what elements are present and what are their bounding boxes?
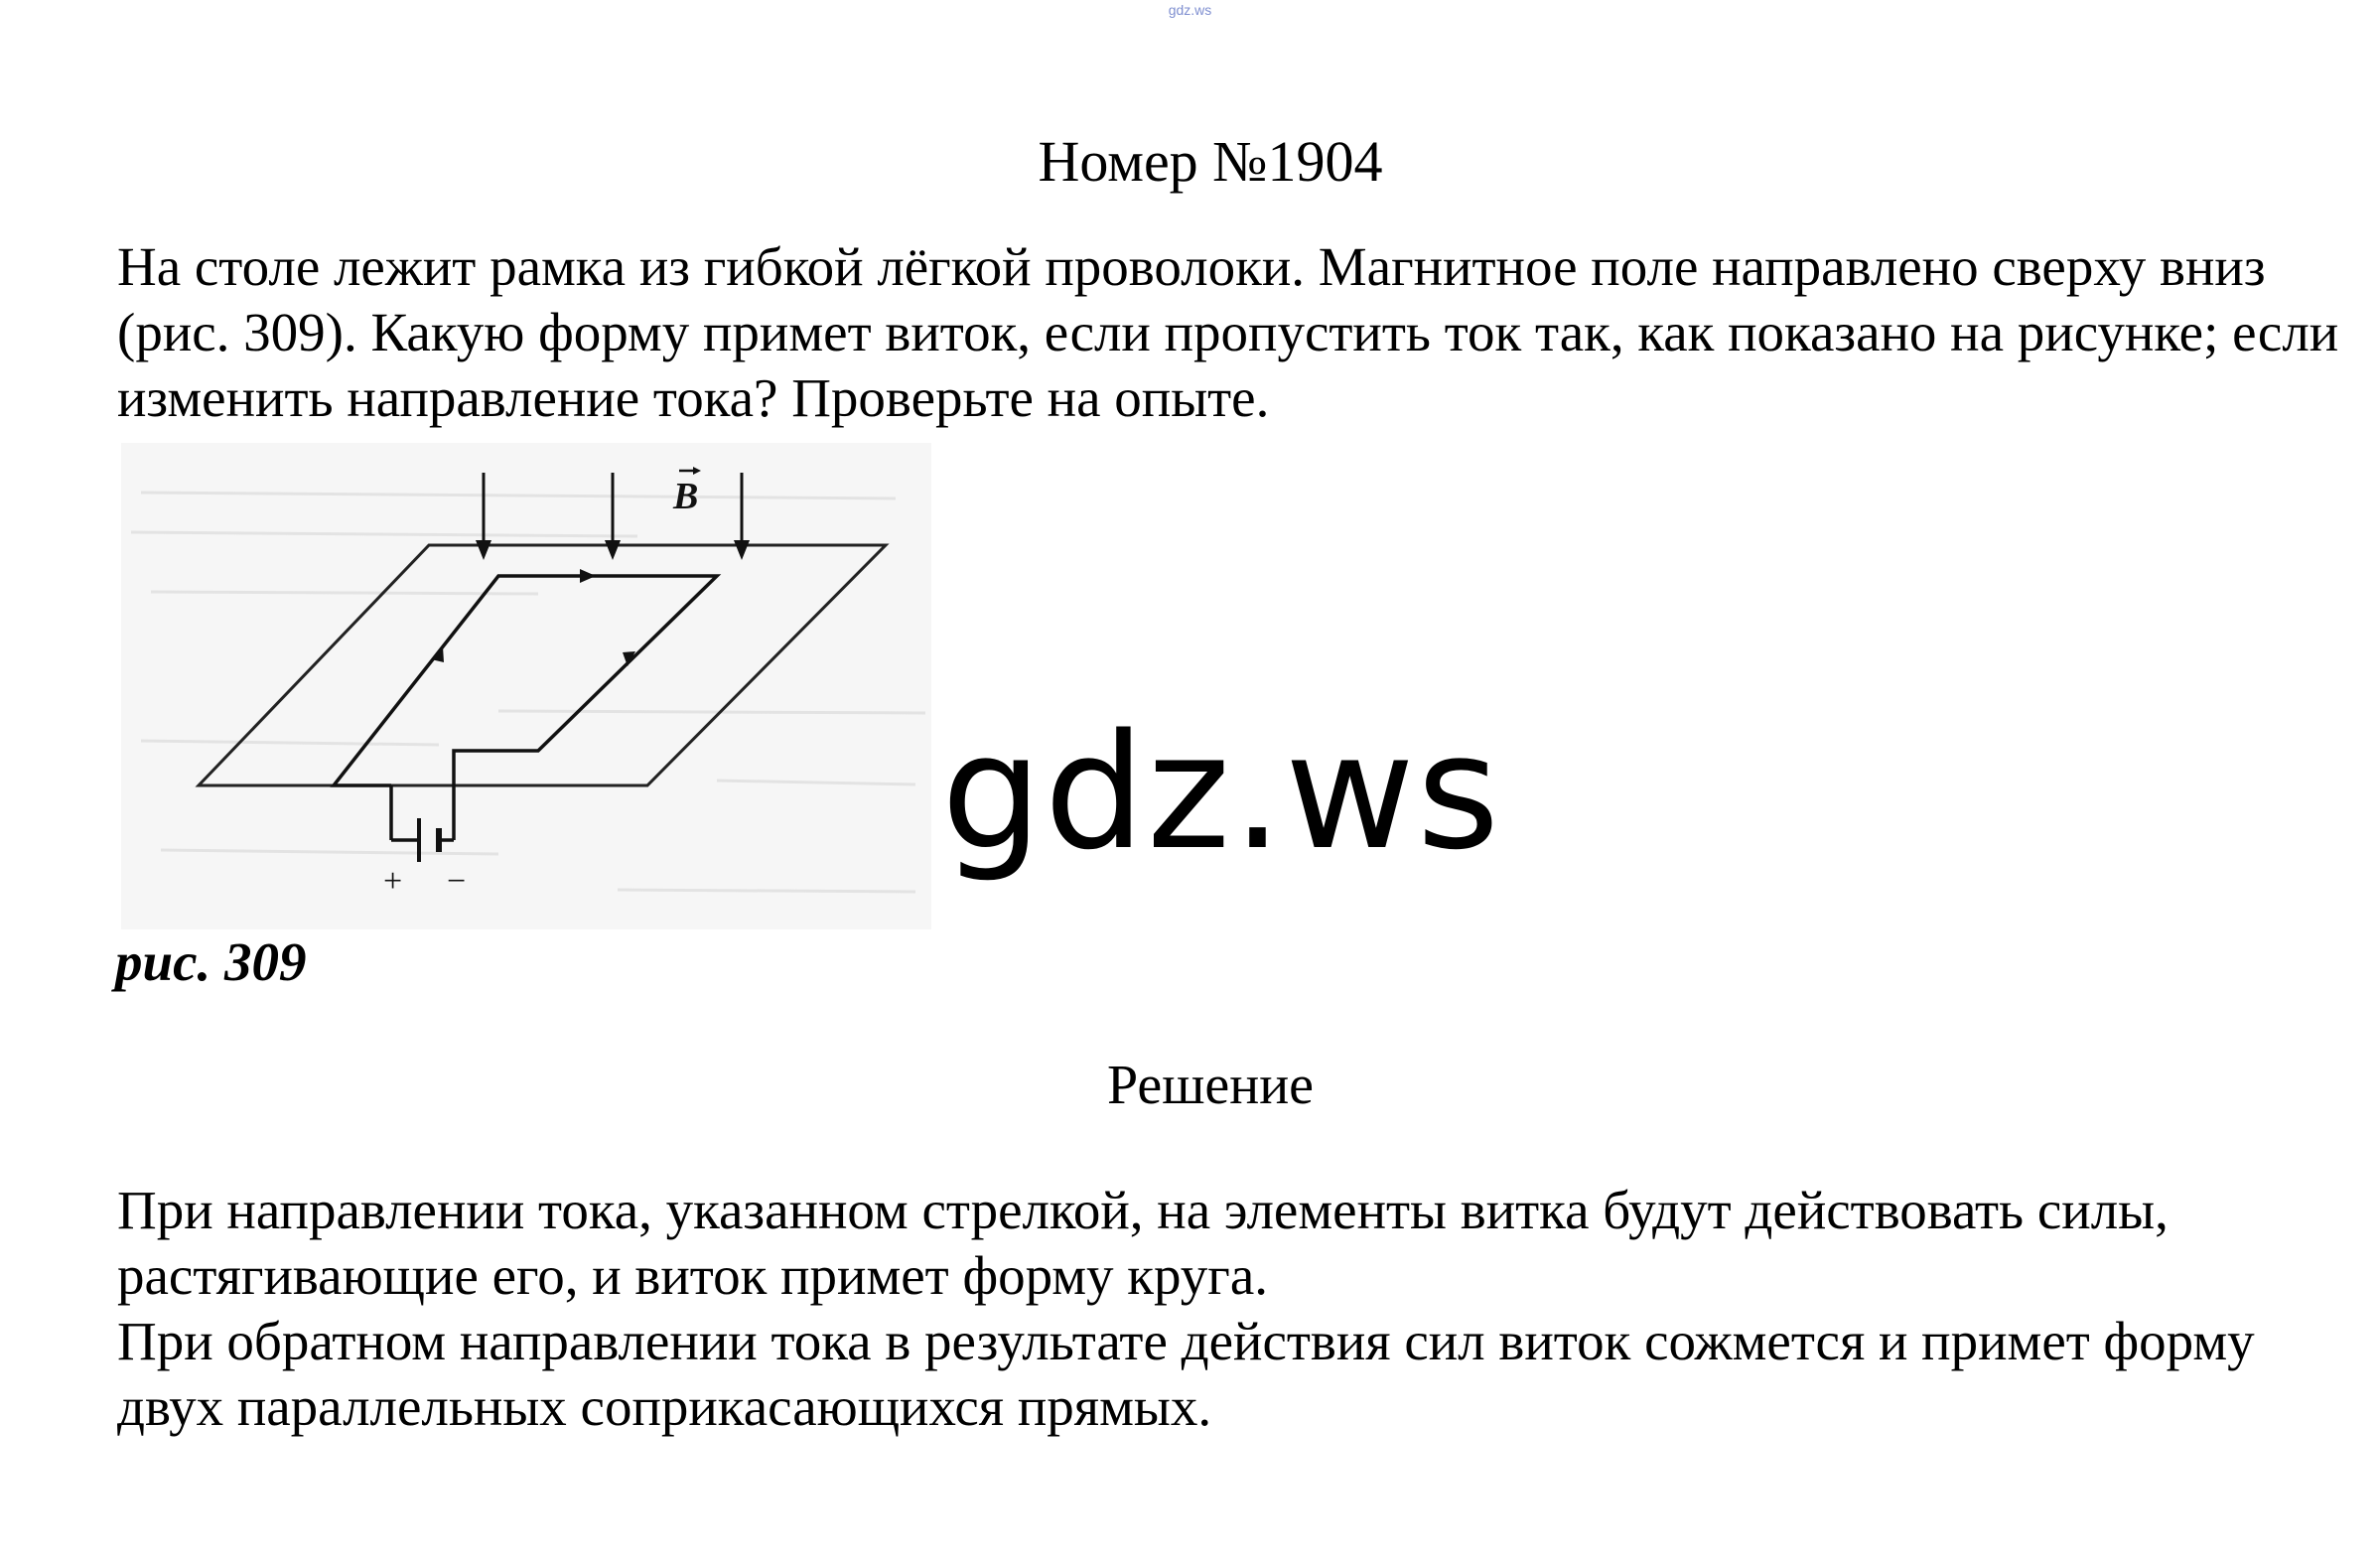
site-watermark: gdz.ws [941, 699, 1502, 885]
page-title: Номер №1904 [1038, 129, 1383, 194]
battery-minus: − [447, 863, 467, 900]
solution-text [117, 1178, 2371, 1440]
top-watermark: gdz.ws [1168, 2, 1212, 18]
battery-plus: + [383, 863, 403, 900]
solution-heading: Решение [1106, 1055, 1315, 1116]
figure-309 [121, 443, 931, 929]
field-label-b: B [673, 476, 699, 517]
task-text: На столе лежит рамка из гибкой лёгкой проволоки. Магнитное поле направлено сверху вниз (рис. 309). Какую форму примет виток, если пропустить ток так, как показано на рисунке; если изменить направление тока? Проверьте на опыте. [117, 236, 2339, 428]
solution-paragraph-1: При направлении тока, указанном стрелкой, на элементы витка будут действовать силы, растягивающие его, и виток примет форму круга. [117, 1180, 2169, 1306]
solution-paragraph-2: При обратном направлении тока в результате действия сил виток сожмется и примет форму двух параллельных соприкасающихся прямых. [117, 1311, 2255, 1437]
figure-background [121, 443, 931, 929]
figure-caption: рис. 309 [115, 931, 307, 992]
